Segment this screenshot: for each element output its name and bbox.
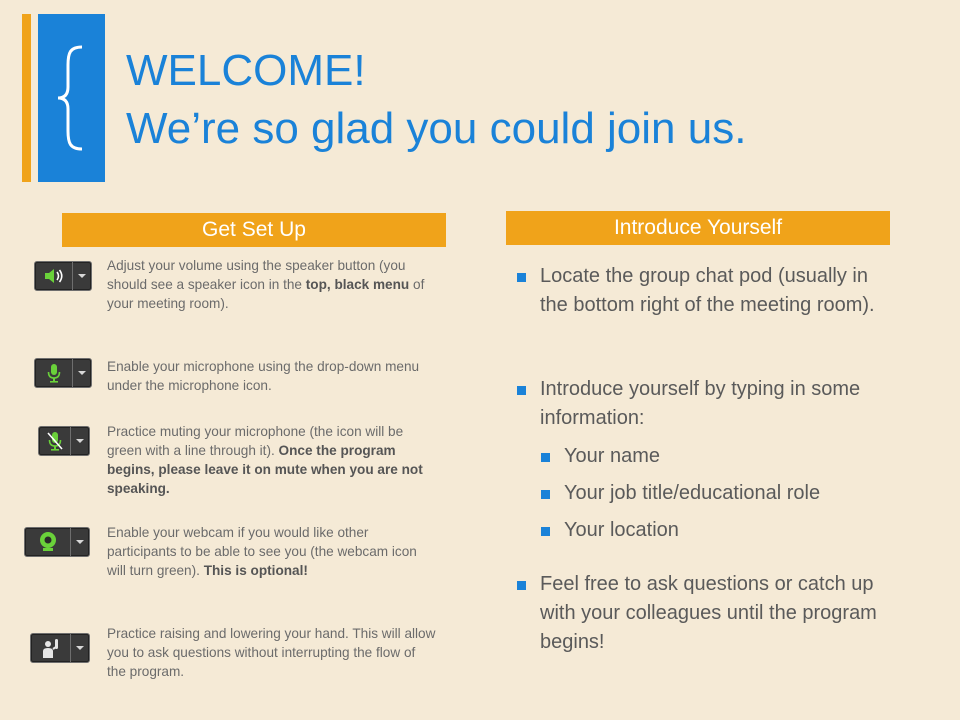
- title-accent-bar: [22, 14, 31, 182]
- title-line-1: WELCOME!: [126, 46, 366, 95]
- microphone-muted-icon: [39, 427, 70, 455]
- bullet-feel-free: Feel free to ask questions or catch up with your colleagues until the program begins!: [540, 570, 890, 657]
- page-title: [126, 42, 746, 158]
- chevron-down-icon[interactable]: [70, 427, 89, 455]
- instruction-text: of your meeting room).: [107, 277, 425, 311]
- get-set-up-header: Get Set Up: [62, 213, 446, 247]
- raise-hand-toolbar-button[interactable]: [30, 633, 90, 663]
- bullet-introduce: Introduce yourself by typing in some information:: [540, 375, 890, 433]
- instruction-text: Practice raising and lowering your hand. This will allow you to ask questions without interrupting the flow of the program.: [107, 626, 436, 679]
- bullet-locate-chat: Locate the group chat pod (usually in the bottom right of the meeting room).: [540, 262, 890, 320]
- introduce-yourself-header: Introduce Yourself: [506, 211, 890, 245]
- title-line-2: We’re so glad you could join us.: [126, 104, 747, 153]
- sub-bullet-location: Your location: [564, 516, 914, 545]
- sub-bullet-name: Your name: [564, 442, 914, 471]
- webcam-toolbar-button[interactable]: [24, 527, 90, 557]
- speaker-icon: [35, 262, 72, 290]
- speaker-toolbar-button[interactable]: [34, 261, 92, 291]
- sub-bullet-job-title: Your job title/educational role: [564, 479, 914, 508]
- instruction-text: Enable your webcam if you would like other participants to be able to see you (the webcam icon will turn green).: [107, 525, 417, 578]
- instruction-text: Adjust your volume using the speaker button (you should see a speaker icon in the: [107, 258, 406, 292]
- raise-hand-icon: [31, 634, 70, 662]
- webcam-icon: [25, 528, 70, 556]
- instruction-text: Practice muting your microphone (the icon will be green with a line through it).: [107, 424, 404, 458]
- chevron-down-icon[interactable]: [72, 262, 91, 290]
- instruction-microphone: [107, 357, 437, 395]
- chevron-down-icon[interactable]: [70, 634, 89, 662]
- brace-icon: [38, 14, 105, 182]
- instruction-text: Enable your microphone using the drop-down menu under the microphone icon.: [107, 359, 420, 393]
- chevron-down-icon[interactable]: [72, 359, 91, 387]
- instruction-speaker: [107, 256, 437, 313]
- instruction-webcam: [107, 523, 437, 580]
- instruction-text-bold: This is optional!: [203, 563, 308, 578]
- instruction-text-bold: top, black menu: [305, 277, 410, 292]
- microphone-icon: [35, 359, 72, 387]
- chevron-down-icon[interactable]: [70, 528, 89, 556]
- microphone-toolbar-button[interactable]: [34, 358, 92, 388]
- instruction-text-bold: Once the program begins, please leave it on mute when you are not speaking.: [107, 443, 423, 496]
- microphone-muted-toolbar-button[interactable]: [38, 426, 90, 456]
- instruction-raise-hand: [107, 624, 437, 681]
- instruction-mute: [107, 422, 437, 498]
